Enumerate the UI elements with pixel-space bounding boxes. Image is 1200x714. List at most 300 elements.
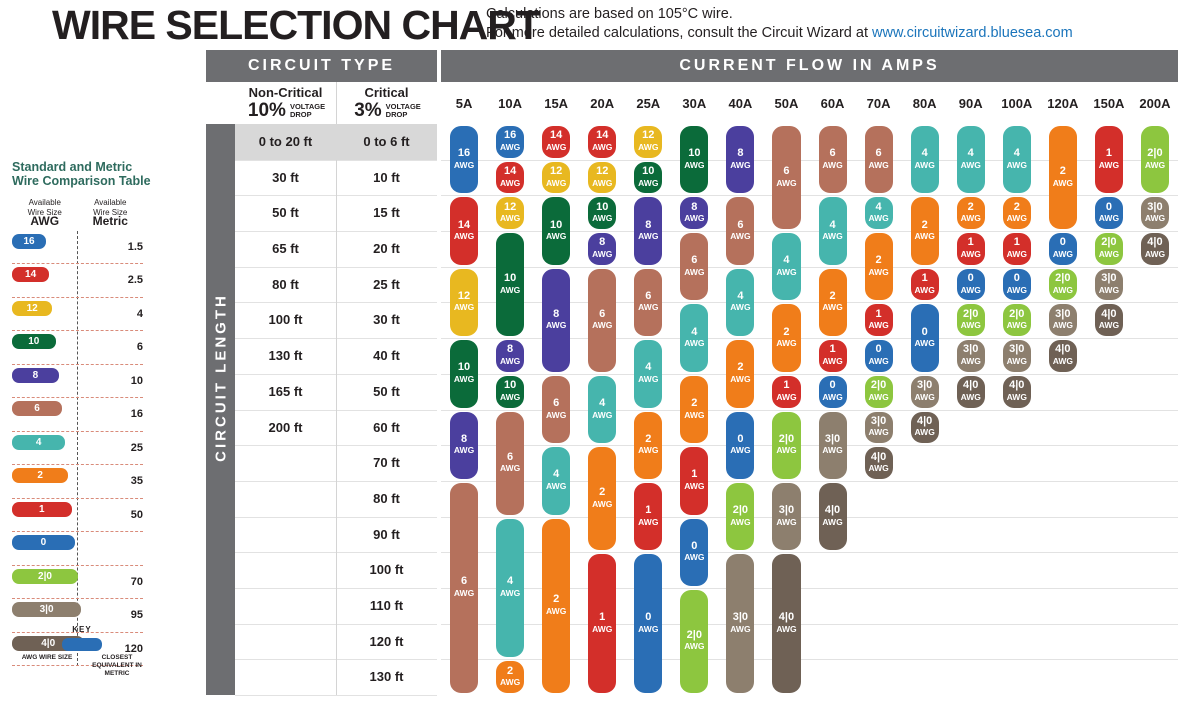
comparison-metric-value: 4 bbox=[136, 307, 143, 320]
wire-size-value: 14 bbox=[550, 129, 563, 142]
comparison-col-metric-l1: Available bbox=[94, 198, 127, 207]
amp-header-15a: 15A bbox=[544, 96, 569, 111]
wire-size-cell bbox=[496, 519, 524, 658]
comparison-row bbox=[12, 231, 143, 265]
comparison-awg-bar: 1 bbox=[12, 502, 72, 517]
wire-size-cell bbox=[680, 126, 708, 193]
wire-size-unit: AWG bbox=[868, 159, 889, 170]
wire-size-cell bbox=[496, 126, 524, 158]
wire-size-cell bbox=[1095, 126, 1123, 193]
row-label-critical: 80 ft bbox=[336, 481, 437, 518]
wire-size-unit: AWG bbox=[960, 355, 981, 366]
wire-size-value: 4|0 bbox=[778, 611, 795, 624]
wire-size-value: 8 bbox=[599, 236, 606, 249]
wire-size-cell bbox=[634, 162, 662, 194]
comparison-col-awg-l1: Available bbox=[28, 198, 61, 207]
page-header bbox=[0, 0, 1200, 46]
critical-subheader bbox=[336, 82, 437, 124]
amp-header-30a: 30A bbox=[682, 96, 707, 111]
wire-size-value: 10 bbox=[503, 379, 517, 392]
wire-size-value: 4 bbox=[967, 147, 974, 160]
wire-size-cell bbox=[911, 304, 939, 371]
wire-size-cell bbox=[588, 376, 616, 443]
wire-size-cell bbox=[911, 412, 939, 444]
comparison-title-line1: Standard and Metric bbox=[12, 160, 133, 174]
wire-size-value: 2|0 bbox=[778, 432, 795, 445]
wire-size-unit: AWG bbox=[822, 445, 843, 456]
comparison-awg-bar: 12 bbox=[12, 301, 52, 316]
wire-size-cell bbox=[772, 483, 800, 550]
wire-size-cell bbox=[772, 554, 800, 693]
amp-header-200a: 200A bbox=[1139, 96, 1171, 111]
wire-size-cell bbox=[1141, 197, 1169, 229]
wire-size-unit: AWG bbox=[1006, 248, 1027, 259]
wire-size-unit: AWG bbox=[776, 177, 797, 188]
wire-size-unit: AWG bbox=[592, 498, 613, 509]
amp-header-120a: 120A bbox=[1047, 96, 1079, 111]
wire-size-cell bbox=[957, 233, 985, 265]
wire-size-cell bbox=[772, 304, 800, 371]
comparison-metric-value: 50 bbox=[130, 508, 143, 521]
wire-size-cell bbox=[496, 376, 524, 408]
wire-size-unit: AWG bbox=[592, 177, 613, 188]
row-label-noncritical: 30 ft bbox=[235, 160, 337, 197]
row-label-critical: 0 to 6 ft bbox=[336, 124, 437, 161]
wire-size-unit: AWG bbox=[960, 159, 981, 170]
wire-size-unit: AWG bbox=[546, 141, 567, 152]
wire-size-unit: AWG bbox=[499, 463, 521, 474]
wire-size-unit: AWG bbox=[914, 391, 935, 402]
wire-size-unit: AWG bbox=[453, 445, 475, 456]
wire-size-cell bbox=[1141, 126, 1169, 193]
wire-size-cell bbox=[542, 269, 570, 372]
wire-size-value: 4|0 bbox=[824, 504, 841, 517]
wire-size-cell bbox=[1049, 340, 1077, 372]
wire-size-cell bbox=[1003, 197, 1031, 229]
wire-size-value: 1 bbox=[645, 504, 652, 517]
wire-size-cell bbox=[542, 197, 570, 264]
amp-header-70a: 70A bbox=[866, 96, 891, 111]
wire-size-cell bbox=[1003, 340, 1031, 372]
wire-size-value: 14 bbox=[503, 165, 517, 178]
row-label-noncritical bbox=[235, 659, 337, 696]
wire-size-value: 3|0 bbox=[824, 432, 841, 445]
wire-size-value: 2 bbox=[553, 593, 560, 606]
wire-size-unit: AWG bbox=[1052, 355, 1073, 366]
row-label-critical: 40 ft bbox=[336, 338, 437, 375]
wire-size-cell bbox=[496, 197, 524, 229]
wire-size-unit: AWG bbox=[730, 302, 751, 313]
wire-selection-table bbox=[206, 50, 1178, 695]
wire-size-cell bbox=[450, 412, 478, 479]
wire-size-unit: AWG bbox=[776, 623, 797, 634]
wire-size-value: 2|0 bbox=[732, 504, 749, 517]
wire-size-cell bbox=[496, 162, 524, 194]
comparison-metric-value: 95 bbox=[130, 609, 143, 621]
wire-size-unit: AWG bbox=[730, 623, 751, 634]
wire-size-unit: AWG bbox=[730, 231, 751, 242]
wire-size-cell bbox=[542, 126, 570, 158]
wire-size-value: 1 bbox=[1105, 147, 1112, 160]
wire-size-unit: AWG bbox=[546, 605, 567, 616]
amp-header-150a: 150A bbox=[1093, 96, 1125, 111]
row-label-critical: 130 ft bbox=[336, 659, 437, 696]
wire-size-unit: AWG bbox=[868, 320, 889, 331]
wire-size-cell bbox=[957, 197, 985, 229]
wire-size-unit: AWG bbox=[1144, 159, 1166, 170]
wire-size-value: 8 bbox=[553, 307, 560, 320]
comparison-metric-value: 25 bbox=[130, 441, 143, 454]
row-label-critical: 90 ft bbox=[336, 517, 437, 554]
wire-size-cell bbox=[911, 376, 939, 408]
critical-pct bbox=[336, 100, 437, 122]
wire-size-cell bbox=[496, 340, 524, 372]
wire-size-value: 4 bbox=[829, 218, 836, 231]
wire-size-unit: AWG bbox=[546, 409, 567, 420]
wire-size-unit: AWG bbox=[638, 623, 659, 634]
wire-size-cell bbox=[634, 269, 662, 336]
wire-size-value: 8 bbox=[737, 147, 744, 160]
amp-header-20a: 20A bbox=[590, 96, 615, 111]
wire-size-value: 3|0 bbox=[1055, 307, 1071, 320]
wire-size-value: 4|0 bbox=[1009, 379, 1025, 392]
wire-size-unit: AWG bbox=[684, 641, 705, 652]
noncritical-pct bbox=[235, 100, 336, 122]
wire-size-cell bbox=[957, 340, 985, 372]
comparison-metric-value: 120 bbox=[124, 642, 143, 655]
wire-size-value: 0 bbox=[1013, 272, 1020, 285]
wire-size-cell bbox=[634, 126, 662, 158]
wire-size-cell bbox=[496, 412, 524, 515]
wire-size-unit: AWG bbox=[960, 320, 981, 331]
wire-size-cell bbox=[726, 483, 754, 550]
wire-size-unit: AWG bbox=[499, 391, 521, 402]
wire-size-value: 0 bbox=[921, 325, 928, 338]
row-label-critical: 30 ft bbox=[336, 302, 437, 339]
wire-size-unit: AWG bbox=[499, 587, 521, 598]
wire-size-value: 10 bbox=[550, 218, 563, 231]
row-label-noncritical: 0 to 20 ft bbox=[235, 124, 337, 161]
wire-size-value: 4 bbox=[737, 289, 744, 302]
wire-size-unit: AWG bbox=[638, 177, 659, 188]
critical-pct-value: 3% bbox=[354, 99, 382, 121]
wire-size-cell bbox=[819, 376, 847, 408]
wire-size-value: 4 bbox=[507, 575, 514, 588]
wire-size-cell bbox=[680, 197, 708, 229]
wire-size-cell bbox=[819, 197, 847, 264]
wire-size-unit: AWG bbox=[914, 338, 935, 349]
grid-line bbox=[441, 445, 1178, 446]
wire-size-cell bbox=[865, 376, 893, 408]
comparison-metric-value: 70 bbox=[130, 575, 143, 588]
wire-comparison-panel bbox=[12, 160, 192, 666]
wire-size-unit: AWG bbox=[1098, 213, 1120, 224]
wire-size-value: 4 bbox=[921, 147, 928, 160]
wire-size-unit: AWG bbox=[638, 141, 659, 152]
row-label-critical: 60 ft bbox=[336, 410, 437, 447]
wire-size-unit: AWG bbox=[730, 516, 751, 527]
comparison-col-awg bbox=[12, 198, 78, 228]
critical-unit-l1: VOLTAGE bbox=[385, 101, 421, 111]
wire-size-unit: AWG bbox=[592, 409, 613, 420]
wire-size-value: 3|0 bbox=[916, 379, 933, 392]
comparison-row bbox=[12, 398, 143, 432]
wire-size-unit: AWG bbox=[592, 213, 613, 224]
wire-size-value: 2 bbox=[783, 325, 790, 338]
wire-size-unit: AWG bbox=[684, 409, 705, 420]
wire-size-value: 10 bbox=[503, 272, 517, 285]
wire-size-unit: AWG bbox=[684, 480, 705, 491]
wire-size-value: 2|0 bbox=[1009, 307, 1025, 320]
row-label-noncritical bbox=[235, 481, 337, 518]
row-label-critical: 10 ft bbox=[336, 160, 437, 197]
wire-size-cell bbox=[911, 269, 939, 301]
wire-size-value: 3|0 bbox=[870, 414, 887, 427]
wire-size-unit: AWG bbox=[638, 373, 659, 384]
wire-size-cell bbox=[680, 447, 708, 514]
wire-size-value: 4 bbox=[553, 468, 560, 481]
wire-size-cell bbox=[1141, 233, 1169, 265]
wire-size-value: 12 bbox=[457, 289, 471, 302]
circuit-type-header: CIRCUIT TYPE bbox=[206, 50, 437, 82]
wire-size-cell bbox=[1003, 269, 1031, 301]
wire-size-unit: AWG bbox=[868, 213, 889, 224]
wire-size-cell bbox=[588, 554, 616, 693]
wire-size-unit: AWG bbox=[868, 355, 889, 366]
critical-unit bbox=[384, 103, 421, 119]
current-flow-header: CURRENT FLOW IN AMPS bbox=[441, 50, 1178, 82]
wire-size-unit: AWG bbox=[1006, 213, 1027, 224]
wire-size-cell bbox=[865, 412, 893, 444]
wire-size-value: 6 bbox=[553, 397, 560, 409]
wire-size-value: 12 bbox=[596, 165, 609, 178]
wire-size-unit: AWG bbox=[453, 373, 475, 384]
wire-size-unit: AWG bbox=[730, 373, 751, 384]
row-label-critical: 110 ft bbox=[336, 588, 437, 625]
wire-size-value: 1 bbox=[1013, 236, 1020, 249]
wire-size-unit: AWG bbox=[960, 213, 981, 224]
wire-size-unit: AWG bbox=[1006, 391, 1027, 402]
wire-size-unit: AWG bbox=[592, 141, 613, 152]
wire-size-value: 2|0 bbox=[1101, 236, 1117, 249]
wire-size-value: 6 bbox=[460, 575, 468, 588]
row-label-critical: 15 ft bbox=[336, 195, 437, 232]
wire-size-unit: AWG bbox=[546, 231, 567, 242]
wire-size-unit: AWG bbox=[453, 302, 475, 313]
grid-line bbox=[441, 267, 1178, 268]
wire-size-unit: AWG bbox=[822, 302, 843, 313]
wire-size-unit: AWG bbox=[730, 445, 751, 456]
wire-size-value: 6 bbox=[645, 289, 652, 302]
wire-size-unit: AWG bbox=[499, 284, 521, 295]
amp-header-25a: 25A bbox=[636, 96, 661, 111]
wire-size-cell bbox=[726, 197, 754, 264]
wire-size-unit: AWG bbox=[868, 266, 889, 277]
row-label-noncritical: 80 ft bbox=[235, 267, 337, 304]
header-note-wizard-text: For more detailed calculations, consult the Circuit Wizard at bbox=[486, 25, 873, 41]
wire-size-unit: AWG bbox=[1098, 248, 1120, 259]
wire-size-value: 14 bbox=[457, 218, 471, 231]
wire-size-cell bbox=[726, 554, 754, 693]
wire-size-unit: AWG bbox=[1098, 320, 1120, 331]
comparison-metric-value: 1.5 bbox=[127, 240, 143, 253]
comparison-metric-value: 6 bbox=[136, 341, 143, 353]
wire-size-cell bbox=[680, 304, 708, 371]
wire-size-unit: AWG bbox=[822, 391, 843, 402]
row-label-noncritical: 200 ft bbox=[235, 410, 337, 447]
comparison-column-headers bbox=[12, 198, 143, 228]
wire-size-value: 2 bbox=[875, 254, 882, 267]
wire-size-unit: AWG bbox=[684, 266, 705, 277]
comparison-row bbox=[12, 499, 143, 533]
wire-size-value: 2|0 bbox=[686, 628, 702, 641]
wire-size-cell bbox=[865, 126, 893, 193]
comparison-awg-bar: 0 bbox=[12, 535, 75, 550]
wire-size-cell bbox=[726, 126, 754, 193]
wire-size-unit: AWG bbox=[914, 159, 935, 170]
wire-size-cell bbox=[957, 269, 985, 301]
wire-size-unit: AWG bbox=[638, 302, 659, 313]
wire-size-value: 0 bbox=[967, 272, 974, 285]
wire-size-unit: AWG bbox=[776, 516, 797, 527]
wire-size-cell bbox=[450, 197, 478, 264]
amp-header-50a: 50A bbox=[774, 96, 799, 111]
wire-size-value: 2 bbox=[737, 361, 744, 374]
wire-size-unit: AWG bbox=[914, 284, 935, 295]
wire-size-value: 2 bbox=[921, 218, 928, 231]
wire-size-unit: AWG bbox=[1006, 355, 1027, 366]
comparison-title-line2: Wire Comparison Table bbox=[12, 174, 151, 188]
wire-size-cell bbox=[634, 340, 662, 407]
wire-size-unit: AWG bbox=[1052, 177, 1073, 188]
wire-size-cell bbox=[680, 376, 708, 443]
wire-size-unit: AWG bbox=[684, 159, 705, 170]
key-label-metric: CLOSEST EQUIVALENT IN METRIC bbox=[92, 654, 142, 677]
wire-size-value: 4 bbox=[691, 325, 698, 338]
wire-size-cell bbox=[865, 340, 893, 372]
comparison-awg-bar: 4 bbox=[12, 435, 65, 450]
key-label-awg: AWG WIRE SIZE bbox=[21, 654, 73, 661]
wire-size-unit: AWG bbox=[776, 445, 797, 456]
grid-line bbox=[441, 517, 1178, 518]
wire-size-value: 2 bbox=[599, 486, 606, 499]
amp-header-100a: 100A bbox=[1001, 96, 1033, 111]
wire-size-cell bbox=[542, 376, 570, 443]
wire-size-unit: AWG bbox=[592, 248, 613, 259]
wire-size-unit: AWG bbox=[1052, 320, 1073, 331]
wire-size-cell bbox=[450, 126, 478, 193]
noncritical-name: Non-Critical bbox=[248, 85, 323, 100]
wire-size-value: 0 bbox=[737, 432, 744, 445]
wire-size-cell bbox=[957, 376, 985, 408]
row-label-noncritical bbox=[235, 624, 337, 661]
comparison-row bbox=[12, 365, 143, 399]
row-label-noncritical: 65 ft bbox=[235, 231, 337, 268]
wire-size-value: 4|0 bbox=[916, 414, 933, 427]
amp-header-5a: 5A bbox=[455, 96, 473, 111]
comparison-row bbox=[12, 465, 143, 499]
wire-size-value: 0 bbox=[645, 611, 652, 624]
wire-size-cell bbox=[1095, 233, 1123, 265]
wire-size-unit: AWG bbox=[499, 141, 521, 152]
wire-size-unit: AWG bbox=[1052, 284, 1073, 295]
wire-size-cell bbox=[726, 269, 754, 336]
wire-size-cell bbox=[772, 233, 800, 300]
comparison-awg-bar: 8 bbox=[12, 368, 59, 383]
wire-size-cell bbox=[865, 233, 893, 300]
wire-size-value: 3|0 bbox=[1009, 343, 1025, 356]
wire-size-value: 2 bbox=[507, 664, 514, 677]
comparison-awg-bar: 14 bbox=[12, 267, 49, 282]
wire-size-unit: AWG bbox=[1006, 320, 1027, 331]
wire-size-cell bbox=[819, 269, 847, 336]
wire-size-value: 1 bbox=[967, 236, 974, 249]
wire-size-cell bbox=[588, 126, 616, 158]
wire-size-value: 0 bbox=[691, 539, 698, 552]
key-title: KEY bbox=[72, 625, 92, 634]
wire-size-cell bbox=[634, 554, 662, 693]
wire-size-value: 4|0 bbox=[1101, 307, 1117, 320]
wire-size-value: 0 bbox=[829, 379, 836, 392]
wire-size-cell bbox=[450, 483, 478, 693]
wire-size-cell bbox=[865, 197, 893, 229]
noncritical-unit-l2: DROP bbox=[289, 109, 312, 119]
wire-size-unit: AWG bbox=[684, 552, 705, 563]
wire-size-value: 16 bbox=[503, 129, 517, 142]
wire-size-cell bbox=[726, 412, 754, 479]
wire-size-cell bbox=[1003, 233, 1031, 265]
circuit-wizard-link[interactable]: www.circuitwizard.bluesea.com bbox=[872, 25, 1073, 41]
comparison-rows bbox=[12, 231, 143, 667]
key-color-swatch bbox=[62, 638, 102, 651]
wire-size-value: 4 bbox=[783, 254, 790, 267]
wire-size-value: 10 bbox=[596, 200, 609, 213]
wire-size-cell bbox=[450, 269, 478, 336]
row-label-noncritical bbox=[235, 445, 337, 482]
wire-size-value: 2|0 bbox=[1147, 147, 1163, 160]
wire-size-value: 4|0 bbox=[963, 379, 979, 392]
wire-size-unit: AWG bbox=[960, 248, 981, 259]
header-note-wizard bbox=[486, 25, 1073, 41]
comparison-awg-bar: 2 bbox=[12, 468, 68, 483]
noncritical-pct-value: 10% bbox=[247, 99, 286, 121]
comparison-metric-value: 35 bbox=[130, 475, 143, 487]
wire-size-unit: AWG bbox=[776, 266, 797, 277]
wire-size-cell bbox=[865, 304, 893, 336]
comparison-col-metric bbox=[78, 198, 144, 228]
wire-size-value: 6 bbox=[829, 147, 836, 160]
wire-size-value: 4|0 bbox=[1147, 236, 1163, 249]
wire-size-unit: AWG bbox=[1006, 159, 1027, 170]
wire-size-value: 4 bbox=[1013, 147, 1020, 160]
wire-size-value: 3|0 bbox=[1101, 272, 1117, 285]
wire-size-cell bbox=[819, 412, 847, 479]
row-label-noncritical: 50 ft bbox=[235, 195, 337, 232]
row-label-noncritical: 100 ft bbox=[235, 302, 337, 339]
wire-size-value: 14 bbox=[596, 129, 609, 142]
wire-size-unit: AWG bbox=[822, 231, 843, 242]
wire-size-cell bbox=[588, 233, 616, 265]
wire-size-unit: AWG bbox=[1006, 284, 1027, 295]
wire-size-value: 0 bbox=[1105, 200, 1112, 213]
wire-size-cell bbox=[542, 519, 570, 693]
row-label-noncritical bbox=[235, 588, 337, 625]
row-label-critical: 25 ft bbox=[336, 267, 437, 304]
wire-size-cell bbox=[1049, 126, 1077, 229]
wire-size-value: 1 bbox=[875, 307, 882, 320]
wire-size-value: 16 bbox=[457, 147, 471, 160]
wire-size-cell bbox=[1049, 233, 1077, 265]
